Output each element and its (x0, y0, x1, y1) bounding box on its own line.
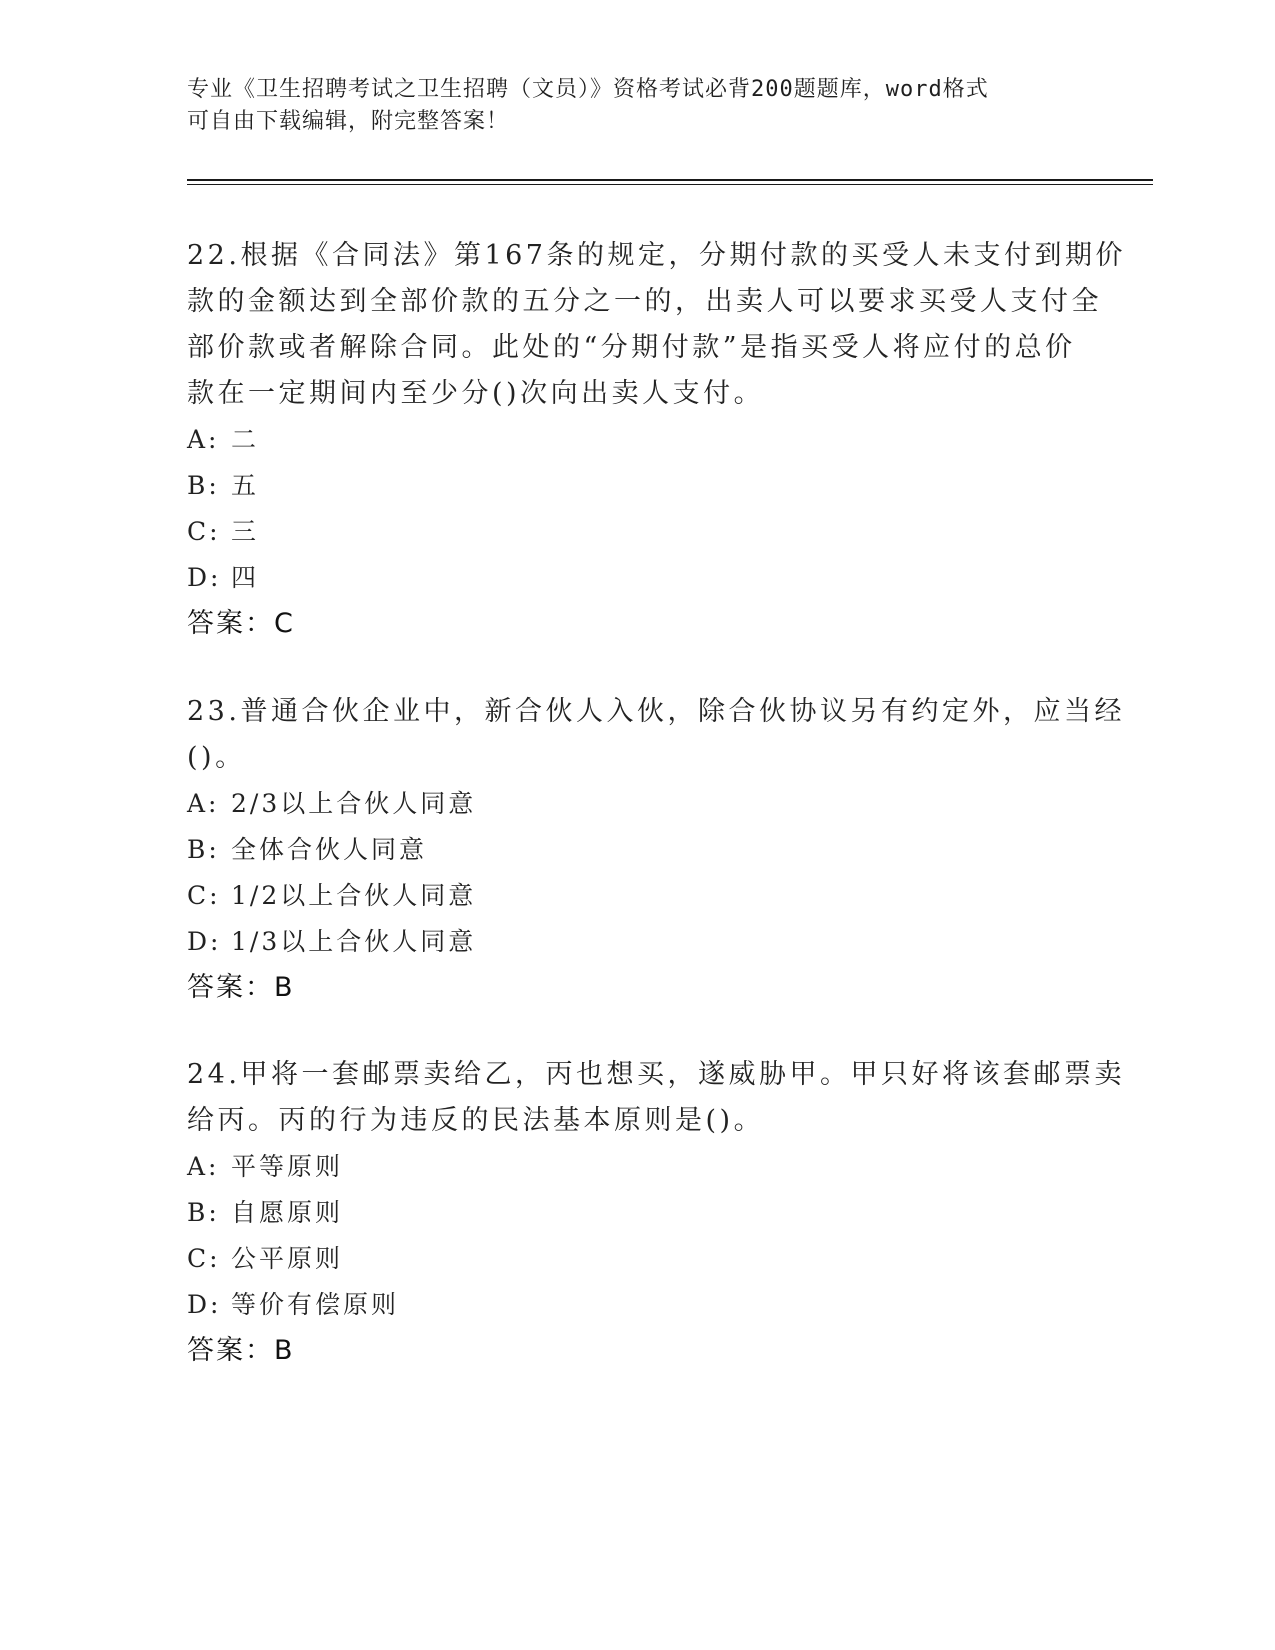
option-text: 二 (231, 425, 260, 454)
option-text: 公平原则 (231, 1244, 344, 1273)
option-key: A: (187, 789, 220, 818)
question-24 (187, 1052, 1125, 1374)
option-text: 1/3以上合伙人同意 (231, 927, 477, 956)
question-stem-line: 23.普通合伙企业中，新合伙人入伙，除合伙协议另有约定外，应当经 (187, 696, 1125, 727)
option-key: C: (187, 517, 221, 546)
option-key: D: (187, 1290, 222, 1319)
question-23 (187, 689, 1125, 1011)
option-key: D: (187, 927, 222, 956)
option-d (187, 919, 1087, 965)
option-b (187, 1190, 1087, 1236)
option-a (187, 781, 1087, 827)
option-key: B: (187, 471, 220, 500)
option-d (187, 1282, 1087, 1328)
question-stem-line: ()。 (187, 742, 246, 773)
question-stem-line: 款的金额达到全部价款的五分之一的，出卖人可以要求买受人支付全 (187, 286, 1102, 317)
option-text: 三 (231, 517, 260, 546)
option-text: 1/2以上合伙人同意 (231, 881, 477, 910)
option-text: 五 (231, 471, 260, 500)
question-stem-line: 22.根据《合同法》第167条的规定，分期付款的买受人未支付到期价 (187, 240, 1126, 271)
option-b (187, 463, 1087, 509)
option-c (187, 509, 1087, 555)
header-line-1: 专业《卫生招聘考试之卫生招聘（文员）》资格考试必背200题题库，word格式 (187, 77, 989, 102)
option-text: 等价有偿原则 (231, 1290, 400, 1319)
answer-line: 答案：B (187, 1335, 295, 1366)
option-key: B: (187, 1198, 220, 1227)
option-a (187, 1144, 1087, 1190)
answer-line: 答案：B (187, 972, 295, 1003)
option-key: A: (187, 425, 220, 454)
answer-line: 答案：C (187, 608, 295, 639)
option-key: D: (187, 563, 222, 592)
option-key: C: (187, 881, 221, 910)
option-key: A: (187, 1152, 220, 1181)
question-22 (187, 233, 1126, 647)
option-text: 全体合伙人同意 (231, 835, 428, 864)
question-stem-line: 款在一定期间内至少分()次向出卖人支付。 (187, 378, 765, 409)
question-stem-line: 部价款或者解除合同。此处的“分期付款”是指买受人将应付的总价 (187, 332, 1076, 363)
option-key: C: (187, 1244, 221, 1273)
option-text: 四 (231, 563, 260, 592)
option-text: 自愿原则 (231, 1198, 344, 1227)
option-key: B: (187, 835, 220, 864)
header-divider-thin (187, 184, 1153, 185)
option-b (187, 827, 1087, 873)
header-divider-thick (187, 179, 1153, 181)
question-stem-line: 24.甲将一套邮票卖给乙，丙也想买，遂威胁甲。甲只好将该套邮票卖 (187, 1059, 1125, 1090)
question-stem-line: 给丙。丙的行为违反的民法基本原则是()。 (187, 1105, 765, 1136)
option-a (187, 417, 1087, 463)
header-line-2: 可自由下载编辑，附完整答案！ (187, 109, 510, 134)
document-header (187, 74, 1067, 138)
option-text: 2/3以上合伙人同意 (231, 789, 477, 818)
option-c (187, 1236, 1087, 1282)
option-c (187, 873, 1087, 919)
option-text: 平等原则 (231, 1152, 344, 1181)
option-d (187, 555, 1087, 601)
